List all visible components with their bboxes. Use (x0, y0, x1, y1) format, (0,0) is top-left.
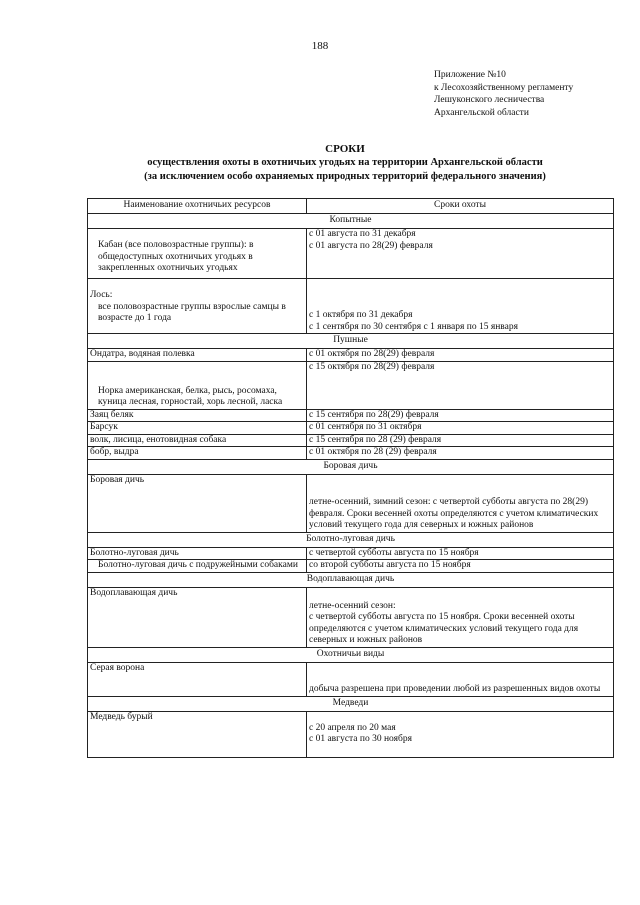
title-line-2: осуществления охоты в охотничьих угодьях на территории Архангельской области (147, 157, 543, 168)
category-row (88, 532, 614, 547)
term-cell (307, 547, 614, 560)
muskrat-term: с 01 октября по 28(29) февраля (309, 349, 435, 359)
term-cell (307, 409, 614, 422)
elk-name-1: Лось: (90, 290, 113, 300)
header-terms: Сроки охоты (307, 199, 614, 214)
appendix-note (434, 69, 573, 119)
resource-cell (88, 229, 307, 279)
category-row (88, 459, 614, 474)
appendix-line-3: Лешуконского лесничества (434, 95, 545, 105)
boar-name: Кабан (все половозрастные группы): в общедоступных охотничьих угодьях в закрепленных охотничьих угодьях (98, 240, 254, 273)
document-title (60, 142, 630, 184)
title-heading: СРОКИ (325, 143, 365, 155)
term-cell (307, 434, 614, 447)
wolf-name: волк, лисица, енотовидная собака (90, 434, 227, 445)
resource-cell (88, 434, 307, 447)
table-row (88, 474, 614, 532)
elk-name-2: все половозрастные группы взрослые самцы в возрасте до 1 года (98, 301, 286, 323)
badger-name: Барсук (90, 422, 118, 432)
table-header-row (88, 199, 614, 214)
resource-cell (88, 409, 307, 422)
category-forest-game: Боровая дичь (88, 459, 614, 474)
beaver-term: с 01 октября по 28 (29) февраля (309, 447, 437, 457)
waterfowl-name: Водоплавающая дичь (90, 587, 178, 598)
category-marsh-game: Болотно-луговая дичь (88, 532, 614, 547)
table-row (88, 361, 614, 409)
term-cell (307, 711, 614, 757)
boar-term-2: с 01 августа по 28(29) февраля (309, 240, 433, 251)
hunting-terms-table (87, 198, 614, 758)
appendix-line-2: к Лесохозяйственному регламенту (434, 82, 574, 93)
table-row (88, 662, 614, 696)
mink-term: с 15 октября по 28(29) февраля (309, 361, 435, 372)
resource-cell (88, 560, 307, 573)
bear-term-2: с 01 августа по 30 ноября (309, 734, 412, 744)
table-row (88, 279, 614, 334)
table-row (88, 229, 614, 279)
marsh-dogs-name: Болотно-луговая дичь с подружейными собаками (98, 560, 298, 570)
elk-term-1: с 1 октября по 31 декабря (309, 310, 413, 320)
elk-term-2: с 1 сентября по 30 сентября с 1 января по 15 января (309, 321, 518, 332)
resource-cell (88, 474, 307, 532)
resource-cell (88, 279, 307, 334)
title-line-3: (за исключением особо охраняемых природных территорий федерального значения) (144, 171, 546, 182)
category-fur: Пушные (88, 334, 614, 349)
category-hoofed: Копытные (88, 214, 614, 229)
waterfowl-term-1: летне-осенний сезон: (309, 600, 396, 611)
forest-game-name: Боровая дичь (90, 474, 145, 485)
table-row (88, 711, 614, 757)
mink-name: Норка американская, белка, рысь, росомаха, куница лесная, горностай, хорь лесной, ласка (98, 385, 283, 407)
table-row (88, 434, 614, 447)
term-cell (307, 587, 614, 647)
hare-name: Заяц беляк (90, 409, 134, 420)
term-cell (307, 279, 614, 334)
table-row (88, 422, 614, 435)
boar-term-1: с 01 августа по 31 декабря (309, 229, 416, 239)
term-cell (307, 474, 614, 532)
header-resources: Наименование охотничьих ресурсов (88, 199, 307, 214)
resource-cell (88, 711, 307, 757)
crow-term: добыча разрешена при проведении любой из разрешенных видов охоты (309, 684, 601, 694)
table-row (88, 547, 614, 560)
category-row (88, 572, 614, 587)
wolf-term: с 15 сентября по 28 (29) февраля (309, 434, 442, 445)
marsh-dogs-term: со второй субботы августа по 15 ноября (309, 560, 471, 570)
term-cell (307, 361, 614, 409)
appendix-line-4: Архангельской области (434, 107, 529, 118)
resource-cell (88, 349, 307, 362)
term-cell (307, 662, 614, 696)
muskrat-name: Ондатра, водяная полевка (90, 349, 195, 359)
table-row (88, 349, 614, 362)
term-cell (307, 229, 614, 279)
appendix-line-1: Приложение №10 (434, 70, 506, 80)
category-bears: Медведи (88, 696, 614, 711)
resource-cell (88, 447, 307, 460)
category-row (88, 214, 614, 229)
table-row (88, 409, 614, 422)
category-row (88, 334, 614, 349)
resource-cell (88, 547, 307, 560)
term-cell (307, 422, 614, 435)
table-row (88, 447, 614, 460)
term-cell (307, 349, 614, 362)
table-row (88, 560, 614, 573)
marsh-game-name: Болотно-луговая дичь (90, 547, 179, 558)
forest-game-term: летне-осенний, зимний сезон: с четвертой субботы августа по 28(29) февраля. Сроки весенней охоты определяются с учетом климатических условий текущего года для северных и южных районов (309, 497, 599, 530)
resource-cell (88, 662, 307, 696)
marsh-game-term: с четвертой субботы августа по 15 ноября (309, 547, 479, 558)
category-waterfowl: Водоплавающая дичь (88, 572, 614, 587)
category-row (88, 696, 614, 711)
resource-cell (88, 361, 307, 409)
category-hunting-species: Охотничьи виды (88, 647, 614, 662)
bear-term-1: с 20 апреля по 20 мая (309, 722, 396, 733)
bear-name: Медведь бурый (90, 711, 153, 722)
page-number: 188 (311, 40, 329, 52)
badger-term: с 01 сентября по 31 октября (309, 422, 422, 432)
term-cell (307, 447, 614, 460)
beaver-name: бобр, выдра (90, 447, 139, 457)
category-row (88, 647, 614, 662)
resource-cell (88, 422, 307, 435)
waterfowl-term-2: с четвертой субботы августа по 15 ноября. Сроки весенней охоты определяются с учетом климатических условий текущего года для северных и южных районов (309, 612, 579, 645)
table-row (88, 587, 614, 647)
term-cell (307, 560, 614, 573)
crow-name: Серая ворона (90, 662, 145, 673)
hare-term: с 15 сентября по 28(29) февраля (309, 409, 439, 420)
resource-cell (88, 587, 307, 647)
